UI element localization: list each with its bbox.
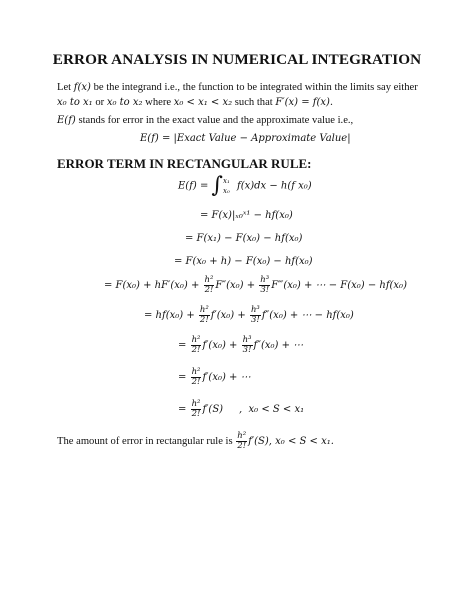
math-limits-2: x₀ to x₂ (106, 97, 143, 108)
eq9-part: = (178, 404, 190, 415)
equation-line-4: = F(x₀ + h) − F(x₀) − hf(x₀) (174, 256, 313, 267)
numerator: h² (237, 431, 247, 441)
fraction (191, 336, 202, 355)
denominator: 2! (204, 285, 214, 295)
eq9-part: f′(S) , x₀ < S < x₁ (202, 404, 305, 415)
conclusion-expression: f′(S), x₀ < S < x₁. (248, 436, 334, 447)
eq6-part: f′(x₀) + (210, 310, 249, 321)
eq1-lhs: E(f) = (178, 180, 212, 192)
fraction (242, 336, 253, 355)
denominator: 2! (199, 315, 209, 325)
eq1-rhs: f(x)dx − h(f x₀) (237, 180, 312, 192)
eq5-part: F‴(x₀) + ⋯ − F(x₀) − hf(x₀) (271, 280, 407, 291)
eq5-part: F″(x₀) + (215, 280, 259, 291)
intro-text: such that (232, 97, 276, 108)
equation-line-5 (104, 276, 407, 295)
eq7-part: f″(x₀) + ⋯ (253, 340, 304, 351)
equation-line-9 (178, 400, 304, 419)
fraction (191, 400, 202, 419)
fraction (236, 432, 247, 451)
error-definition-paragraph (57, 113, 427, 128)
eq6-part: = hf(x₀) + (144, 310, 198, 321)
eq5-part: = F(x₀) + hF′(x₀) + (104, 280, 203, 291)
denominator: 3! (260, 285, 270, 295)
numerator: h² (191, 399, 201, 409)
denominator: 2! (237, 441, 247, 451)
eq7-part: = (178, 340, 190, 351)
denominator: 2! (191, 345, 201, 355)
fraction (259, 276, 270, 295)
section-heading: ERROR TERM IN RECTANGULAR RULE: (57, 156, 312, 171)
equation-line-2: = F(x)|ₓ₀ˣ¹ − hf(x₀) (200, 210, 293, 221)
numerator: h³ (250, 305, 260, 315)
equation-line-7 (178, 336, 303, 355)
numerator: h³ (242, 335, 252, 345)
page-title: ERROR ANALYSIS IN NUMERICAL INTEGRATION (52, 51, 422, 68)
math-limits-1: x₀ to x₁ (57, 97, 93, 108)
eq7-part: f′(x₀) + (202, 340, 241, 351)
math-inequality: x₀ < x₁ < x₂ (173, 97, 233, 108)
eq8-part: f′(x₀) + ⋯ (202, 372, 251, 383)
equation-line-3: = F(x₁) − F(x₀) − hf(x₀) (185, 233, 303, 244)
integral-sign-icon: ∫ (211, 173, 224, 198)
numerator: h² (191, 367, 201, 377)
lower-limit: x₀ (223, 187, 230, 195)
denominator: 3! (250, 315, 260, 325)
numerator: h³ (260, 275, 270, 285)
math-derivative: F′(x) = f(x). (275, 97, 334, 108)
definition-text: stands for error in the exact value and the approximate value i.e., (75, 115, 354, 126)
conclusion-paragraph (57, 432, 334, 451)
error-definition-equation: E(f) = |Exact Value − Approximate Value| (140, 133, 351, 144)
math-fx: f(x) (73, 82, 91, 93)
intro-paragraph (57, 80, 427, 110)
numerator: h² (191, 335, 201, 345)
denominator: 3! (242, 345, 252, 355)
eq6-part: f″(x₀) + ⋯ − hf(x₀) (261, 310, 354, 321)
math-Ef: E(f) (57, 115, 76, 126)
fraction (204, 276, 215, 295)
intro-text: Let (57, 82, 74, 93)
fraction (199, 306, 210, 325)
equation-line-8 (178, 368, 251, 387)
equation-line-1 (178, 173, 312, 198)
numerator: h² (204, 275, 214, 285)
denominator: 2! (191, 377, 201, 387)
upper-limit: x₁ (223, 177, 230, 185)
conclusion-math (235, 431, 334, 451)
numerator: h² (199, 305, 209, 315)
eq8-part: = (178, 372, 190, 383)
intro-text: where (142, 97, 174, 108)
denominator: 2! (191, 409, 201, 419)
fraction (250, 306, 261, 325)
equation-line-6 (144, 306, 354, 325)
intro-text: or (92, 97, 107, 108)
conclusion-text: The amount of error in rectangular rule is (57, 436, 236, 447)
fraction (191, 368, 202, 387)
integral-limits (223, 176, 235, 196)
intro-text: be the integrand i.e., the function to be integrated within the limits say either (90, 82, 418, 93)
